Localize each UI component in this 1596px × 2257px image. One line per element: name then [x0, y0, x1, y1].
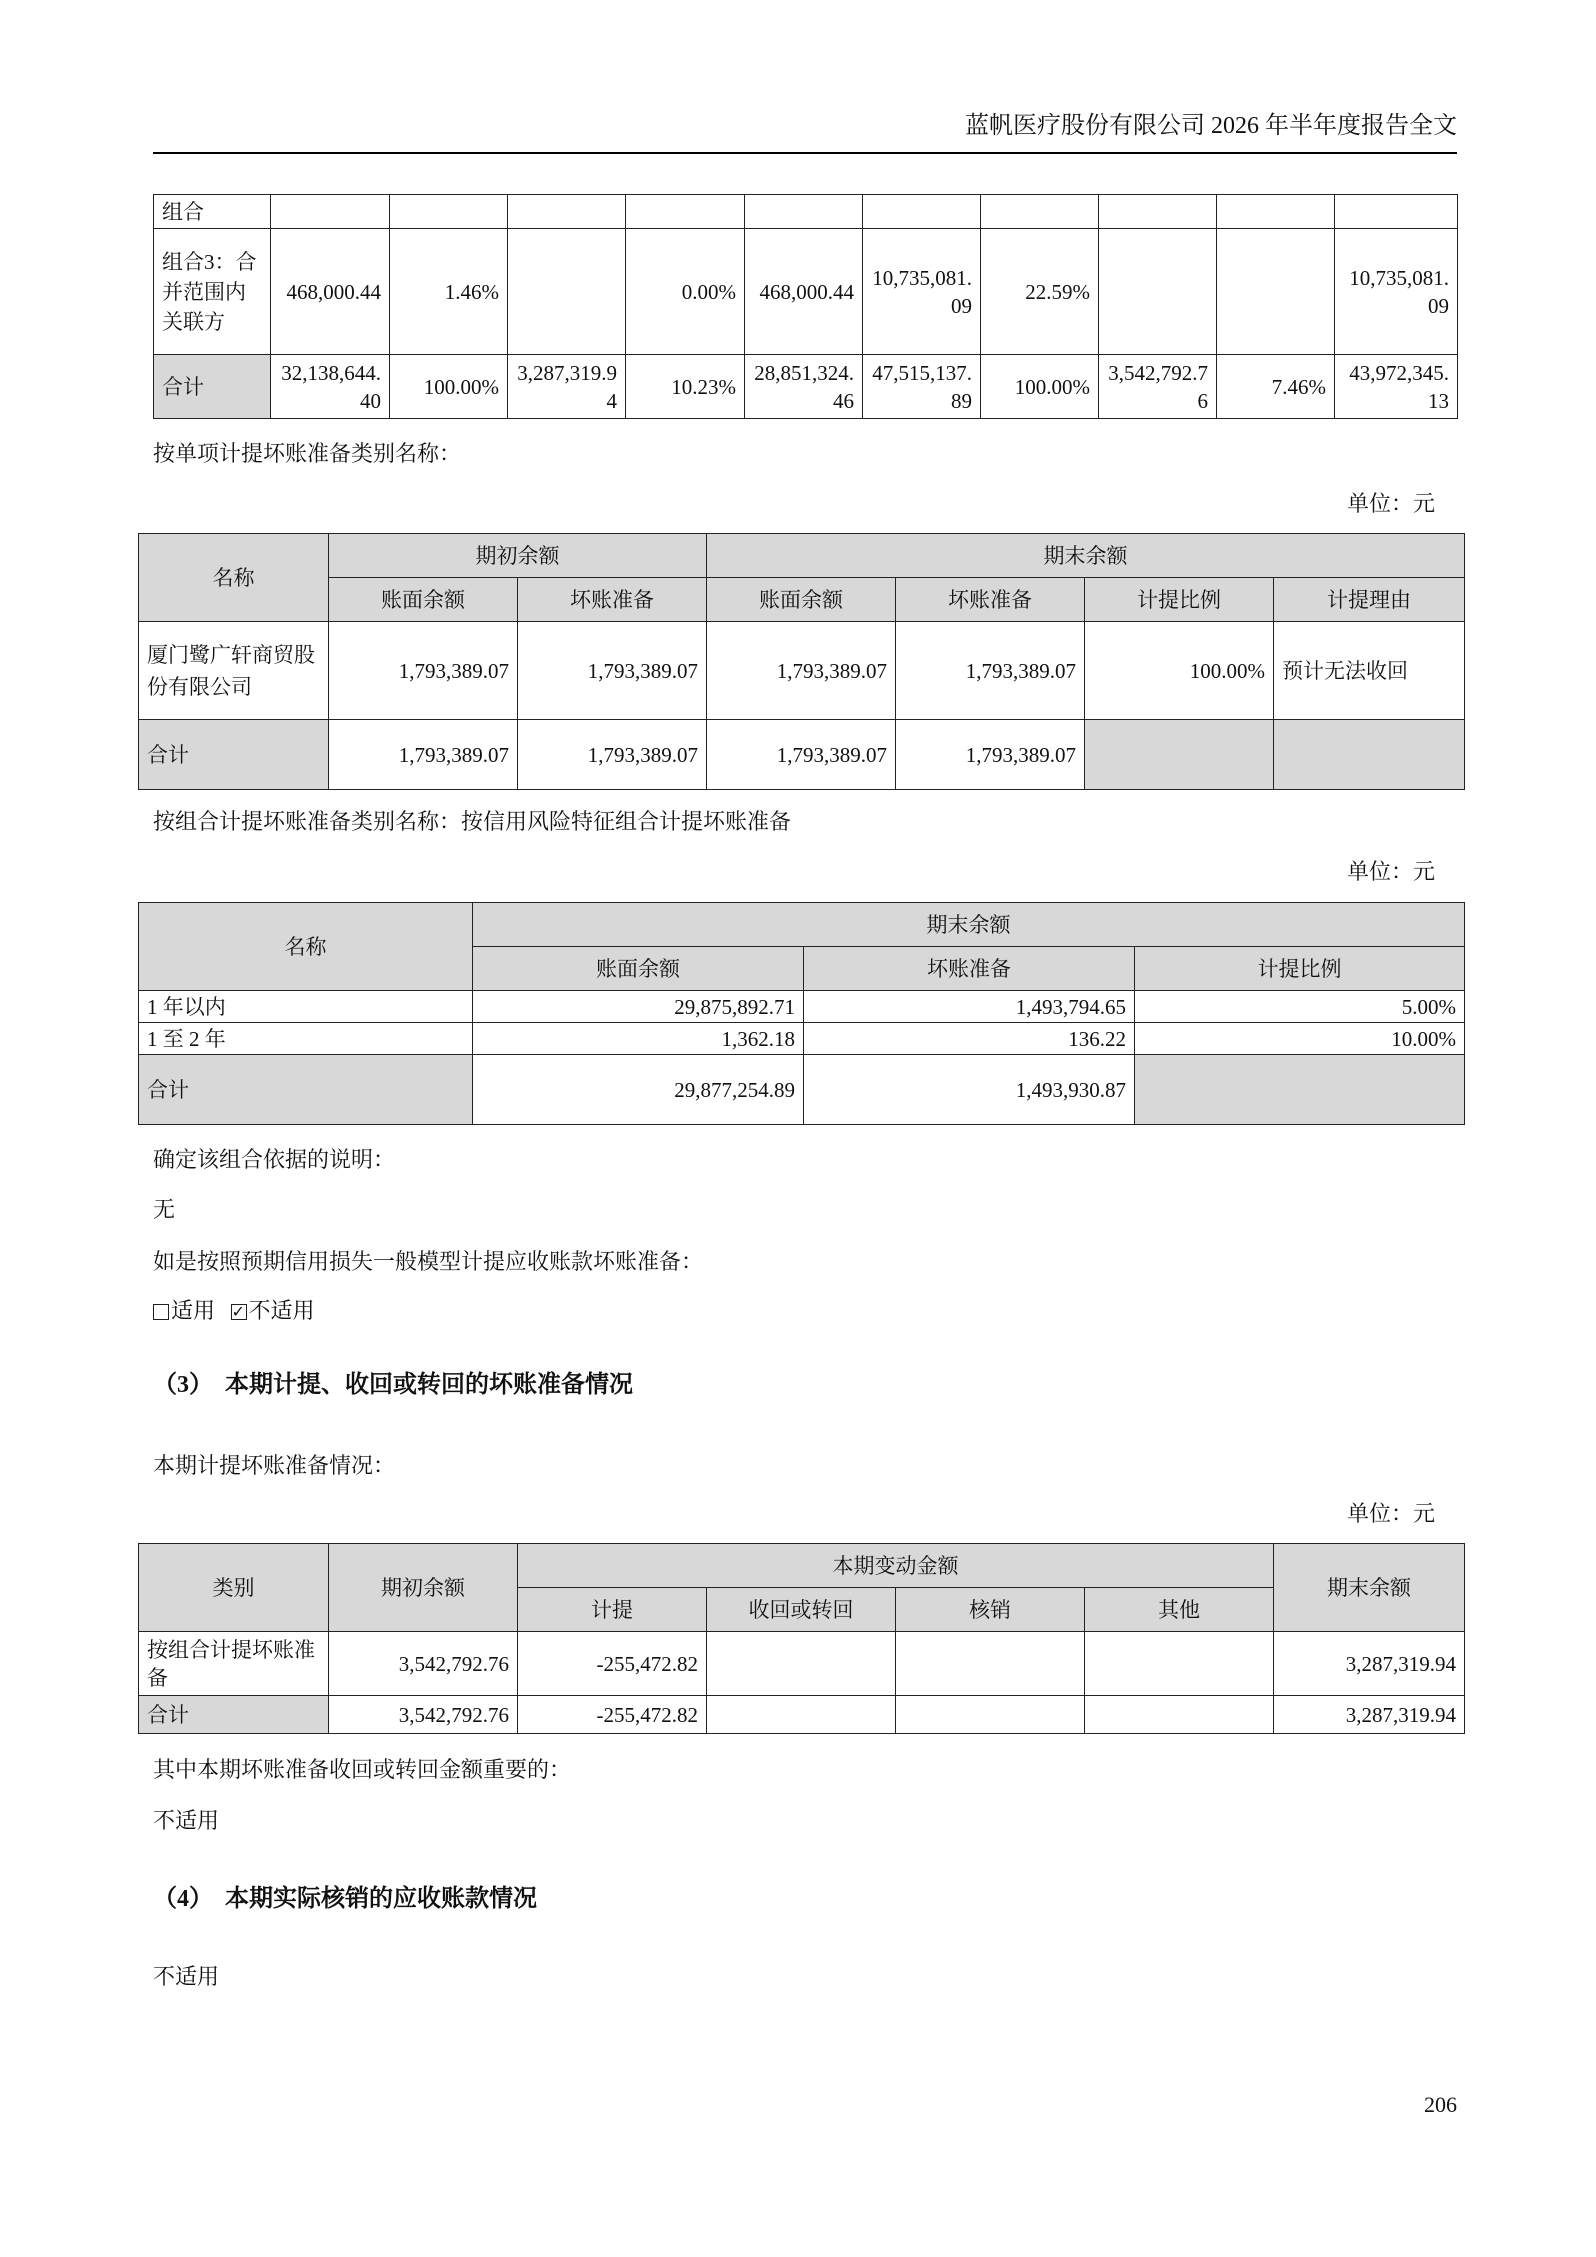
- table-row: [139, 720, 1465, 790]
- cell: 1,493,794.65: [804, 991, 1135, 1023]
- cell: [1085, 1696, 1274, 1734]
- col-header-closing: 期末余额: [1274, 1544, 1465, 1632]
- section-number: （3）: [153, 1372, 213, 1398]
- single-provision-caption: 按单项计提坏账准备类别名称：: [153, 441, 462, 466]
- row-label: 按组合计提坏账准备: [139, 1632, 329, 1696]
- recovery-note-label: 其中本期坏账准备收回或转回金额重要的：: [153, 1757, 572, 1782]
- cell: 1,793,389.07: [518, 622, 707, 720]
- cell: [707, 1696, 896, 1734]
- cell: 468,000.44: [745, 229, 863, 355]
- cell: 136.22: [804, 1023, 1135, 1055]
- table-row: [139, 1023, 1465, 1055]
- section-4-heading: [153, 1885, 537, 1913]
- cell: [1217, 229, 1335, 355]
- cell: -255,472.82: [518, 1632, 707, 1696]
- section-3-caption: 本期计提坏账准备情况：: [153, 1453, 396, 1478]
- basis-label: 确定该组合依据的说明：: [153, 1147, 396, 1172]
- table-row: [139, 622, 1465, 720]
- row-label: 组合: [154, 195, 271, 229]
- cell: [1099, 229, 1217, 355]
- col-header-change: 本期变动金额: [518, 1544, 1274, 1588]
- cell: [896, 1696, 1085, 1734]
- report-header-title: 蓝帆医疗股份有限公司 2026 年半年度报告全文: [965, 113, 1457, 139]
- total-label: 合计: [139, 720, 329, 790]
- table-row: [139, 1632, 1465, 1696]
- col-header-book: 账面余额: [707, 578, 896, 622]
- cell: 1,493,930.87: [804, 1055, 1135, 1125]
- col-header-type: 类别: [139, 1544, 329, 1632]
- total-label: 合计: [139, 1696, 329, 1734]
- age-bucket: 1 年以内: [139, 991, 473, 1023]
- col-header-book: 账面余额: [329, 578, 518, 622]
- table-row: [139, 991, 1465, 1023]
- cell: 32,138,644.40: [271, 355, 390, 419]
- company-name: 厦门鹭广轩商贸股份有限公司: [139, 622, 329, 720]
- cell: 10,735,081.09: [863, 229, 981, 355]
- table-row: [139, 1055, 1465, 1125]
- cell: [896, 1632, 1085, 1696]
- cell: 预计无法收回: [1274, 622, 1465, 720]
- col-header-recovery: 收回或转回: [707, 1588, 896, 1632]
- col-header-reason: 计提理由: [1274, 578, 1465, 622]
- cell: 0.00%: [626, 229, 745, 355]
- cell: [707, 1632, 896, 1696]
- option-not-applicable: 不适用: [248, 1298, 315, 1323]
- cell: 5.00%: [1135, 991, 1465, 1023]
- table-row: [154, 355, 1458, 419]
- cell: 1,793,389.07: [518, 720, 707, 790]
- header-rule: [153, 152, 1457, 154]
- cell: 22.59%: [981, 229, 1099, 355]
- cell: 10.00%: [1135, 1023, 1465, 1055]
- model-question: 如是按照预期信用损失一般模型计提应收账款坏账准备：: [153, 1249, 704, 1274]
- unit-label: 单位：元: [1346, 491, 1435, 516]
- cell: 1,793,389.07: [896, 622, 1085, 720]
- cell: 3,287,319.94: [1274, 1696, 1465, 1734]
- section-title: 本期实际核销的应收账款情况: [225, 1886, 537, 1912]
- col-header-opening: 期初余额: [329, 1544, 518, 1632]
- col-header-name: 名称: [139, 534, 329, 622]
- col-header-closing: 期末余额: [707, 534, 1465, 578]
- unit-label: 单位：元: [1346, 859, 1435, 884]
- cell: 3,287,319.94: [1274, 1632, 1465, 1696]
- cell: 1,793,389.07: [707, 720, 896, 790]
- row-label: 组合3：合并范围内关联方: [154, 229, 271, 355]
- section-number: （4）: [153, 1886, 213, 1912]
- col-header-name: 名称: [139, 903, 473, 991]
- col-header-other: 其他: [1085, 1588, 1274, 1632]
- section-title: 本期计提、收回或转回的坏账准备情况: [225, 1372, 633, 1398]
- group-provision-caption: 按组合计提坏账准备类别名称：按信用风险特征组合计提坏账准备: [153, 809, 792, 834]
- cell: 28,851,324.46: [745, 355, 863, 419]
- cell: 1,793,389.07: [707, 622, 896, 720]
- cell: 3,542,792.76: [329, 1696, 518, 1734]
- cell: [1085, 1632, 1274, 1696]
- col-header-accrual: 计提: [518, 1588, 707, 1632]
- total-label: 合计: [154, 355, 271, 419]
- page-number: 206: [1424, 2092, 1457, 2117]
- cell: 29,877,254.89: [473, 1055, 804, 1125]
- cell: 3,287,319.94: [508, 355, 626, 419]
- col-header-book: 账面余额: [473, 947, 804, 991]
- cell: 10.23%: [626, 355, 745, 419]
- cell: -255,472.82: [518, 1696, 707, 1734]
- table-row: [154, 195, 1458, 229]
- cell: 1,793,389.07: [896, 720, 1085, 790]
- recovery-note-value: 不适用: [153, 1808, 220, 1833]
- applicability-options: [153, 1297, 315, 1325]
- col-header-ratio: 计提比例: [1135, 947, 1465, 991]
- checkbox-empty-icon: [153, 1304, 169, 1320]
- cell: 7.46%: [1217, 355, 1335, 419]
- col-header-ratio: 计提比例: [1085, 578, 1274, 622]
- cell: 1.46%: [390, 229, 508, 355]
- cell: 100.00%: [981, 355, 1099, 419]
- cell: [508, 229, 626, 355]
- col-header-closing: 期末余额: [473, 903, 1465, 947]
- table-row: [154, 229, 1458, 355]
- checkbox-checked-icon: [231, 1304, 247, 1320]
- cell: 1,362.18: [473, 1023, 804, 1055]
- cell: 1,793,389.07: [329, 622, 518, 720]
- cell: 100.00%: [390, 355, 508, 419]
- cell: 3,542,792.76: [1099, 355, 1217, 419]
- provision-change-table: [138, 1543, 1465, 1734]
- total-label: 合计: [139, 1055, 473, 1125]
- col-header-writeoff: 核销: [896, 1588, 1085, 1632]
- cell: 43,972,345.13: [1335, 355, 1458, 419]
- col-header-bad-debt: 坏账准备: [804, 947, 1135, 991]
- cell: 1,793,389.07: [329, 720, 518, 790]
- cell: 3,542,792.76: [329, 1632, 518, 1696]
- group-provision-table: [138, 902, 1465, 1125]
- table-row: [139, 1696, 1465, 1734]
- cell: 29,875,892.71: [473, 991, 804, 1023]
- bad-debt-classification-table: [153, 194, 1458, 419]
- single-provision-table: [138, 533, 1465, 790]
- option-applicable: 适用: [171, 1298, 216, 1323]
- col-header-bad-debt: 坏账准备: [518, 578, 707, 622]
- section-4-value: 不适用: [153, 1964, 220, 1989]
- section-3-heading: [153, 1371, 633, 1399]
- cell: 47,515,137.89: [863, 355, 981, 419]
- unit-label: 单位：元: [1346, 1501, 1435, 1526]
- age-bucket: 1 至 2 年: [139, 1023, 473, 1055]
- cell: 468,000.44: [271, 229, 390, 355]
- cell: 10,735,081.09: [1335, 229, 1458, 355]
- col-header-bad-debt: 坏账准备: [896, 578, 1085, 622]
- basis-value: 无: [153, 1197, 176, 1222]
- col-header-opening: 期初余额: [329, 534, 707, 578]
- cell: 100.00%: [1085, 622, 1274, 720]
